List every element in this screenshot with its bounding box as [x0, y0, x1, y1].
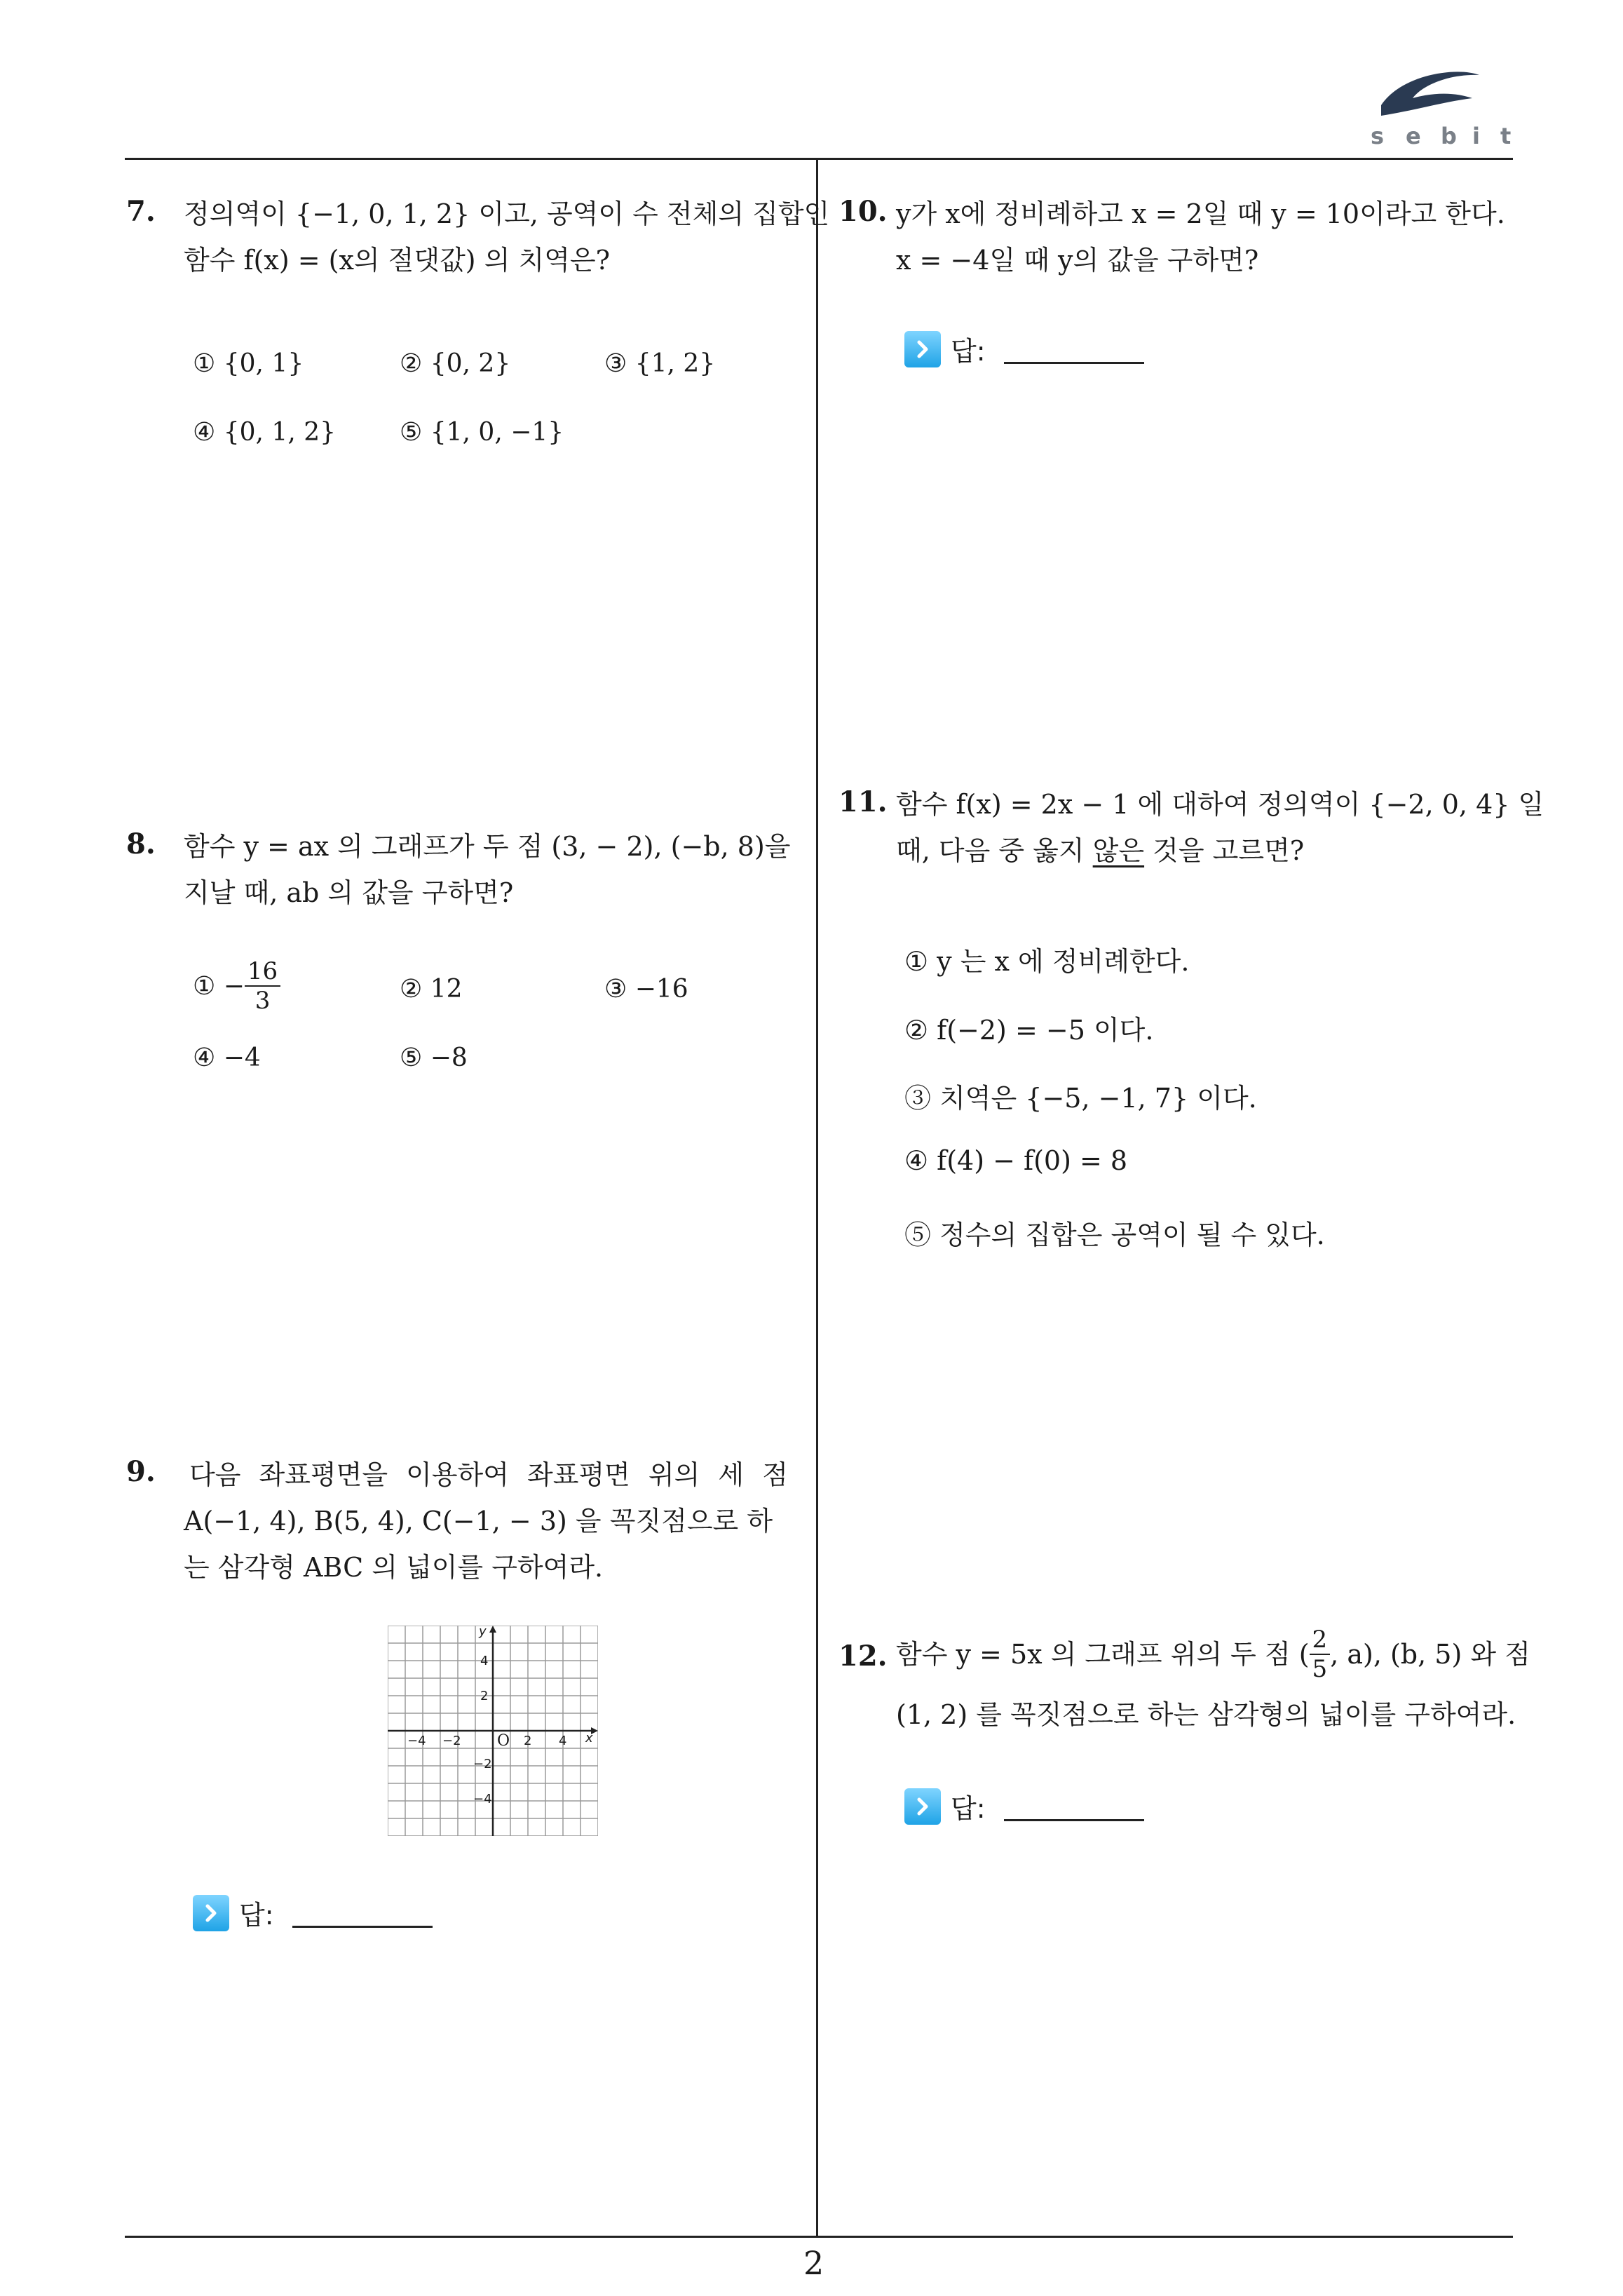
fraction-numerator: 2: [1310, 1626, 1331, 1655]
coordinate-grid: [388, 1626, 598, 1836]
choice-3[interactable]: ③ 치역은 {−5, −1, 7} 이다.: [904, 1083, 1257, 1114]
answer-label: 답:: [951, 336, 986, 367]
page-number: 2: [803, 2244, 824, 2282]
logo-letter-b: b: [1441, 123, 1457, 149]
text-segment: , a), (b, 5) 와 점: [1330, 1639, 1530, 1670]
y-tick-label: −2: [473, 1757, 492, 1771]
question-text-line: x = −4일 때 y의 값을 구하면?: [896, 245, 1259, 276]
choice-1[interactable]: [193, 957, 280, 1015]
choice-1-fraction: [245, 957, 280, 1015]
choice-2[interactable]: ② f(−2) = −5 이다.: [904, 1015, 1154, 1046]
choice-4[interactable]: ④ {0, 1, 2}: [193, 418, 337, 447]
footer-rule: [125, 2236, 1513, 2238]
chevron-right-icon: [904, 1788, 941, 1825]
question-number: 10.: [838, 195, 888, 228]
answer-label: 답:: [239, 1900, 274, 1931]
answer-row: [904, 330, 1144, 368]
text-segment: 함수 y = 5x 의 그래프 위의 두 점 (: [896, 1639, 1310, 1670]
fraction-numerator: 16: [245, 957, 280, 987]
text-segment: 것을 고르면?: [1144, 835, 1305, 866]
y-tick-label: 2: [480, 1689, 489, 1703]
choice-2[interactable]: ② 12: [400, 975, 463, 1004]
choice-5[interactable]: ⑤ −8: [400, 1044, 468, 1072]
question-number: 8.: [126, 828, 156, 860]
answer-blank[interactable]: [1004, 1791, 1144, 1821]
answer-blank[interactable]: [292, 1898, 433, 1928]
x-tick-label: −2: [442, 1734, 461, 1748]
logo-letter-s: s: [1371, 123, 1385, 149]
question-text-line: 지날 때, ab 의 값을 구하면?: [184, 877, 514, 908]
choice-4[interactable]: ④ −4: [193, 1044, 261, 1072]
question-text-line: 함수 f(x) = 2x − 1 에 대하여 정의역이 {−2, 0, 4} 일: [896, 789, 1544, 820]
answer-blank[interactable]: [1004, 334, 1144, 364]
question-number: 7.: [126, 195, 156, 228]
choice-3[interactable]: ③ −16: [604, 975, 688, 1004]
chevron-right-icon: [904, 331, 941, 367]
choice-3[interactable]: ③ {1, 2}: [604, 349, 716, 378]
question-number: 12.: [838, 1640, 888, 1673]
x-tick-label: 2: [524, 1734, 532, 1748]
sebit-logo: [1367, 67, 1512, 158]
x-tick-label: 4: [559, 1734, 567, 1748]
question-text-line: [896, 828, 1304, 874]
logo-letter-t: t: [1500, 123, 1512, 149]
y-tick-label: 4: [480, 1654, 489, 1668]
choice-2[interactable]: ② {0, 2}: [400, 349, 511, 378]
question-text-line: y가 x에 정비례하고 x = 2일 때 y = 10이라고 한다.: [896, 198, 1505, 229]
choice-1[interactable]: ① {0, 1}: [193, 349, 304, 378]
choice-1[interactable]: ① y 는 x 에 정비례한다.: [904, 946, 1190, 977]
choice-4[interactable]: ④ f(4) − f(0) = 8: [904, 1145, 1128, 1176]
column-divider: [816, 160, 818, 2236]
origin-label: O: [497, 1732, 510, 1750]
y-tick-label: −4: [473, 1792, 492, 1807]
choice-5[interactable]: ⑤ 정수의 집합은 공역이 될 수 있다.: [904, 1220, 1325, 1250]
choice-1-prefix: ① −: [193, 971, 245, 1001]
question-text-line: 함수 y = ax 의 그래프가 두 점 (3, − 2), (−b, 8)을: [184, 831, 791, 862]
fraction-denominator: 3: [254, 987, 271, 1015]
answer-row: [904, 1787, 1144, 1825]
x-axis-label: x: [585, 1731, 593, 1745]
text-segment: 때, 다음 중 옳지: [896, 835, 1093, 866]
question-text-line: 정의역이 {−1, 0, 1, 2} 이고, 공역이 수 전체의 집합인: [184, 198, 830, 229]
question-text-line: [896, 1626, 1530, 1683]
x-tick-label: −4: [407, 1734, 426, 1748]
logo-letter-e: e: [1406, 123, 1421, 149]
answer-row: [193, 1893, 433, 1932]
question-text-line: 다음 좌표평면을 이용하여 좌표평면 위의 세 점: [189, 1459, 788, 1490]
question-text-line: 함수 f(x) = (x의 절댓값) 의 치역은?: [184, 245, 610, 276]
logo-letter-i: i: [1472, 123, 1480, 149]
underlined-word: 않은: [1092, 835, 1145, 866]
header-rule: [125, 158, 1513, 160]
question-number: 11.: [838, 785, 888, 818]
question-text-line: 는 삼각형 ABC 의 넓이를 구하여라.: [184, 1552, 604, 1583]
point-fraction: [1310, 1626, 1331, 1683]
question-text-line: (1, 2) 를 꼭짓점으로 하는 삼각형의 넓이를 구하여라.: [896, 1699, 1516, 1730]
coordinate-grid-svg: [388, 1626, 598, 1836]
logo-swoosh-icon: [1374, 67, 1486, 123]
question-text-line: A(−1, 4), B(5, 4), C(−1, − 3) 을 꼭짓점으로 하: [184, 1506, 773, 1537]
answer-label: 답:: [951, 1793, 986, 1824]
choice-5[interactable]: ⑤ {1, 0, −1}: [400, 418, 564, 447]
y-axis-label: y: [479, 1624, 487, 1639]
fraction-denominator: 5: [1312, 1655, 1328, 1683]
question-number: 9.: [126, 1455, 156, 1488]
chevron-right-icon: [193, 1895, 229, 1931]
